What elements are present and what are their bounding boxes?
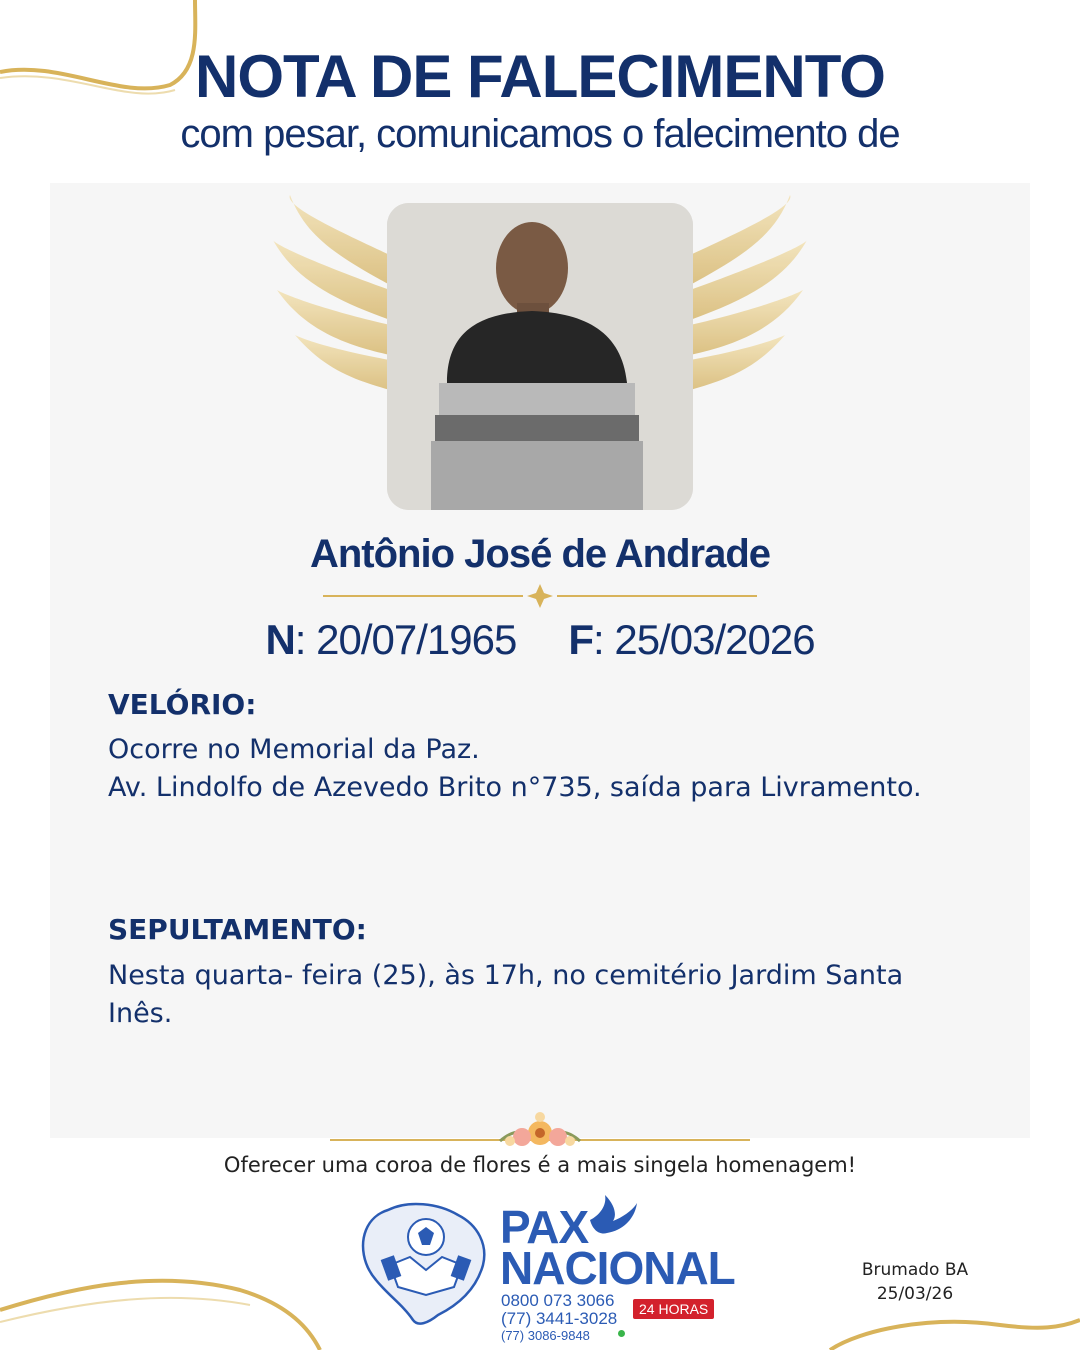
location-city: Brumado BA <box>861 1260 969 1280</box>
page-title: NOTA DE FALECIMENTO <box>195 43 885 110</box>
brazil-handshake-logo-icon <box>358 1195 493 1330</box>
gold-divider <box>323 583 757 609</box>
brand-name-line-2: NACIONAL <box>500 1242 735 1294</box>
phone-whatsapp: (77) 3086-9848 <box>501 1328 590 1343</box>
whatsapp-icon <box>618 1330 625 1337</box>
velorio-line-1: Ocorre no Memorial da Paz. <box>108 734 480 765</box>
page-subtitle: com pesar, comunicamos o falecimento de <box>180 112 900 156</box>
velorio-details <box>108 731 968 807</box>
velorio-heading: VELÓRIO: <box>108 688 257 721</box>
sepultamento-heading: SEPULTAMENTO: <box>108 913 367 946</box>
deceased-name: Antônio José de Andrade <box>309 532 770 576</box>
birth-date: 20/07/1965 <box>316 616 517 663</box>
sepultamento-line-1: Nesta quarta- feira (25), às 17h, no cemitério Jardim Santa <box>108 960 904 991</box>
flower-divider-icon <box>330 1105 750 1155</box>
phone-tollfree: 0800 073 3066 <box>501 1291 615 1310</box>
life-dates: N: 20/07/1965 F: 25/03/2026 <box>265 616 815 663</box>
velorio-line-2: Av. Lindolfo de Azevedo Brito n°735, saída para Livramento. <box>108 772 922 803</box>
phone-landline: (77) 3441-3028 <box>501 1309 618 1328</box>
death-label: F <box>568 616 593 663</box>
tribute-tagline: Oferecer uma coroa de flores é a mais singela homenagem! <box>223 1153 857 1177</box>
sepultamento-details <box>108 957 968 1033</box>
birth-label: N <box>265 616 295 663</box>
dove-icon <box>585 1195 640 1240</box>
death-date: 25/03/2026 <box>614 616 815 663</box>
portrait-photo <box>387 203 693 510</box>
brand-name-line-1: PAX <box>500 1201 589 1253</box>
publication-date: 25/03/26 <box>876 1284 954 1304</box>
sepultamento-line-2: Inês. <box>108 998 173 1029</box>
hours-badge: 24 HORAS <box>633 1299 714 1319</box>
